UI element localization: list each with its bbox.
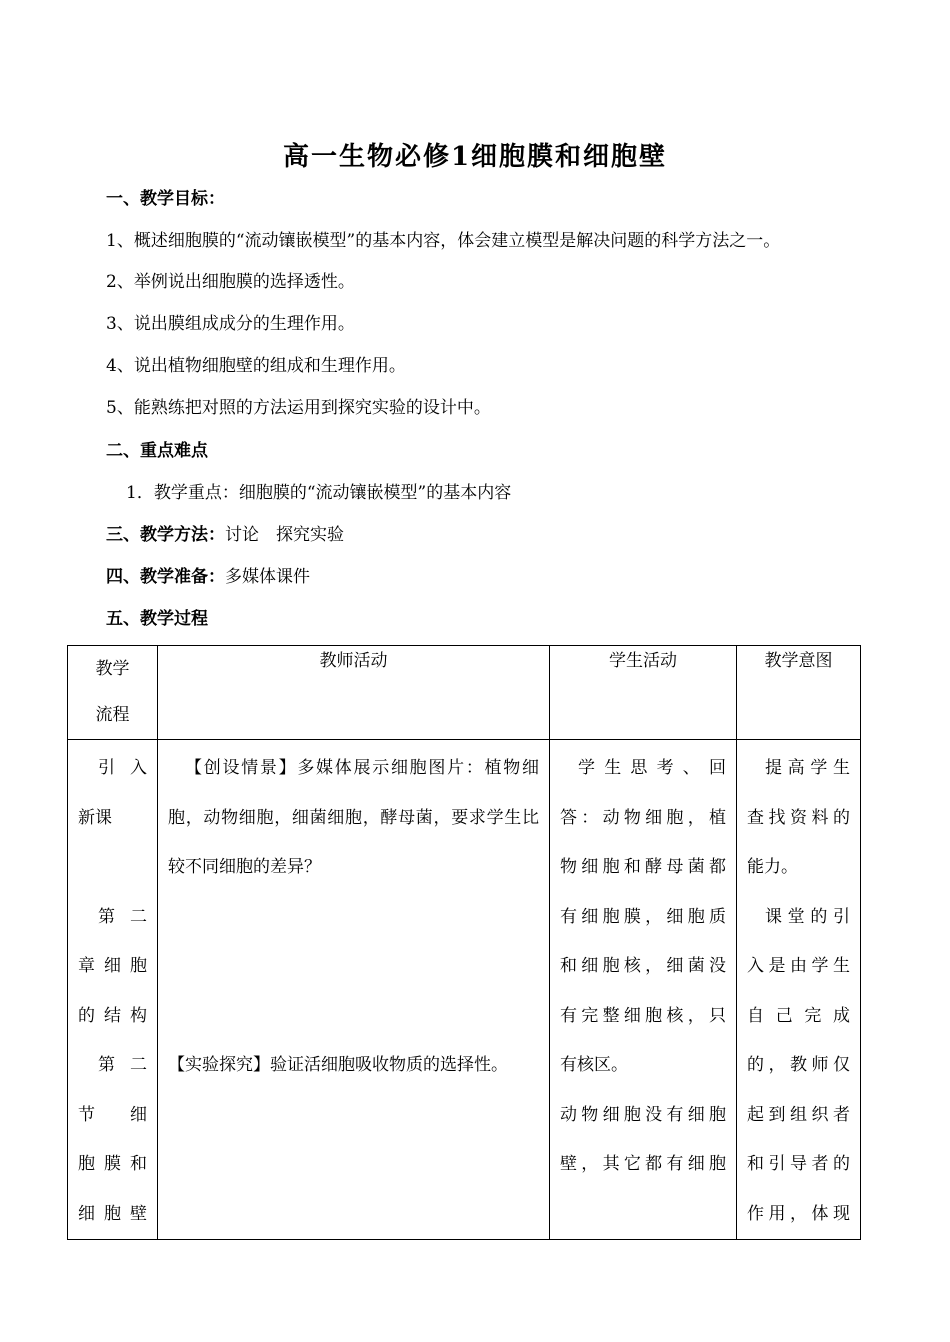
flow-line: 引入 bbox=[98, 758, 147, 778]
student-line: 动物细胞没有细胞 bbox=[560, 1104, 726, 1125]
goal-item-2: 2、举例说出细胞膜的选择透性。 bbox=[106, 272, 355, 292]
student-line: 和细胞核，细菌没 bbox=[560, 956, 726, 976]
teacher-block-scenario: 【创设情景】多媒体展示细胞图片：植物细胞，动物细胞，细菌细胞，酵母菌，要求学生比较不同细胞的差异？ bbox=[168, 758, 539, 877]
table-row bbox=[68, 740, 861, 1240]
student-line: 答：动物细胞，植 bbox=[560, 807, 726, 828]
intent-line: 自己完成 bbox=[747, 1005, 850, 1026]
section-method bbox=[106, 524, 344, 546]
student-line: 学生思考、回 bbox=[578, 758, 726, 778]
header-flow-line-2: 流程 bbox=[95, 705, 130, 725]
intent-cell bbox=[737, 740, 861, 1240]
section-process-heading: 五、教学过程 bbox=[106, 609, 208, 629]
table-header-row bbox=[68, 646, 861, 740]
section-preparation bbox=[106, 566, 310, 588]
goal-item-4: 4、说出植物细胞壁的组成和生理作用。 bbox=[106, 356, 406, 376]
flow-line: 第二 bbox=[98, 906, 147, 927]
student-cell bbox=[550, 740, 737, 1240]
header-intent: 教学意图 bbox=[737, 646, 861, 740]
student-line: 壁，其它都有细胞 bbox=[560, 1154, 726, 1174]
intent-line: 课堂的引 bbox=[765, 906, 850, 927]
document-title: 高一生物必修1细胞膜和细胞壁 bbox=[282, 142, 668, 172]
intent-line: 入是由学生 bbox=[747, 956, 850, 976]
section-preparation-value: 多媒体课件 bbox=[225, 567, 310, 587]
flow-line: 第二 bbox=[98, 1055, 147, 1075]
header-teacher: 教师活动 bbox=[158, 646, 550, 740]
flow-line: 的结构 bbox=[78, 1005, 147, 1026]
flow-line: 新课 bbox=[78, 807, 112, 828]
student-line: 有细胞膜，细胞质 bbox=[560, 906, 726, 927]
header-flow bbox=[68, 646, 158, 740]
section-goals-heading: 一、教学目标： bbox=[106, 189, 225, 209]
goal-item-5: 5、能熟练把对照的方法运用到探究实验的设计中。 bbox=[106, 398, 491, 418]
key-point-item: 1．教学重点：细胞膜的“流动镶嵌模型”的基本内容 bbox=[126, 483, 512, 503]
intent-line: 和引导者的 bbox=[747, 1154, 850, 1174]
intent-line: 提高学生 bbox=[765, 758, 850, 778]
teacher-cell bbox=[158, 740, 550, 1240]
student-line: 物细胞和酵母菌都 bbox=[560, 857, 726, 877]
flow-line: 章细胞 bbox=[78, 956, 147, 976]
intent-line: 的，教师仅 bbox=[747, 1055, 850, 1075]
section-preparation-label: 四、教学准备： bbox=[106, 567, 225, 587]
flow-line: 胞膜和 bbox=[78, 1154, 147, 1174]
flow-cell bbox=[68, 740, 158, 1240]
flow-line: 节细 bbox=[78, 1104, 147, 1125]
section-key-points-heading: 二、重点难点 bbox=[106, 441, 208, 461]
goal-item-3: 3、说出膜组成成分的生理作用。 bbox=[106, 314, 355, 334]
intent-line: 起到组织者 bbox=[747, 1104, 850, 1125]
flow-line bbox=[78, 843, 147, 893]
student-line: 有完整细胞核，只 bbox=[560, 1005, 726, 1026]
student-line: 有核区。 bbox=[560, 1055, 628, 1075]
intent-line: 能力。 bbox=[747, 857, 798, 877]
section-method-label: 三、教学方法： bbox=[106, 525, 225, 545]
goal-item-1: 1、概述细胞膜的“流动镶嵌模型”的基本内容，体会建立模型是解决问题的科学方法之一。 bbox=[106, 231, 781, 251]
flow-line: 细胞壁 bbox=[78, 1203, 147, 1224]
section-method-value: 讨论 探究实验 bbox=[225, 525, 344, 545]
header-student: 学生活动 bbox=[550, 646, 737, 740]
intent-line: 查找资料的 bbox=[747, 807, 850, 828]
intent-line: 作用，体现 bbox=[747, 1203, 850, 1224]
header-flow-line-1: 教学 bbox=[95, 659, 130, 679]
teacher-block-experiment: 【实验探究】验证活细胞吸收物质的选择性。 bbox=[168, 1055, 508, 1075]
teaching-process-table bbox=[67, 645, 861, 1240]
